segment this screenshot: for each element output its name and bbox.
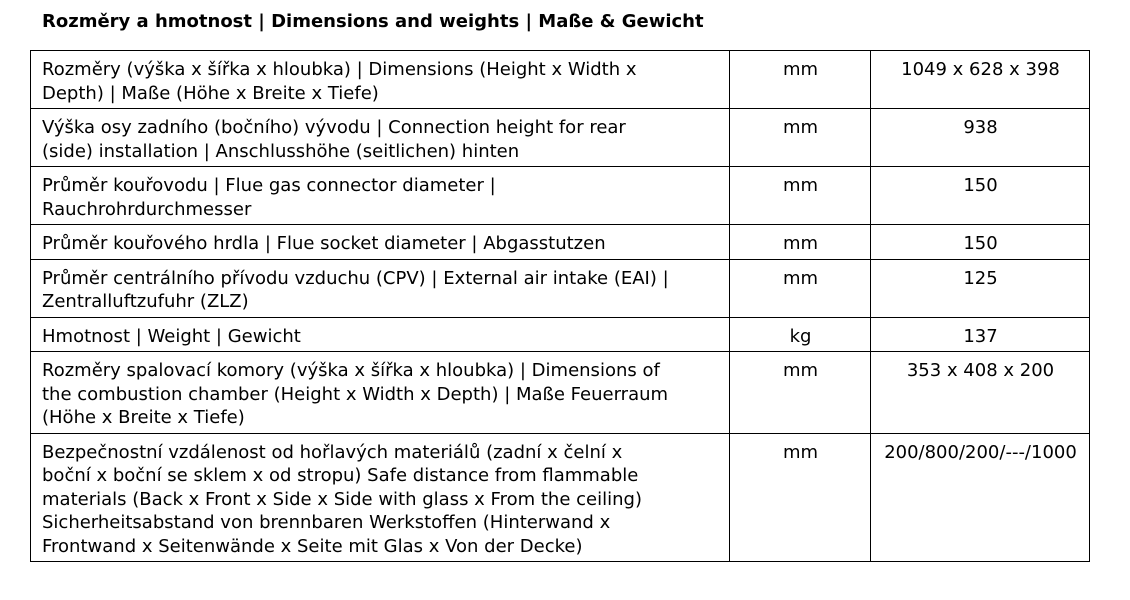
value-cell: 125 xyxy=(871,259,1090,317)
parameter-label: Průměr kouřovodu | Flue gas connector diameter | Rauchrohrdurchmesser xyxy=(42,175,496,220)
table-row xyxy=(31,109,1090,167)
table-row xyxy=(31,51,1090,109)
value-cell: 353 x 408 x 200 xyxy=(871,352,1090,434)
parameter-label: Rozměry (výška x šířka x hloubka) | Dimensions (Height x Width x Depth) | Maße (Höhe x Breite x Tiefe) xyxy=(42,59,637,104)
value-cell: 137 xyxy=(871,317,1090,352)
parameter-label: Hmotnost | Weight | Gewicht xyxy=(42,325,301,347)
parameter-cell xyxy=(31,109,730,167)
parameter-cell xyxy=(31,352,730,434)
value-cell: 1049 x 628 x 398 xyxy=(871,51,1090,109)
unit-cell: mm xyxy=(730,225,871,260)
table-row xyxy=(31,352,1090,434)
table-row xyxy=(31,433,1090,562)
parameter-cell xyxy=(31,317,730,352)
unit-cell: mm xyxy=(730,259,871,317)
unit-cell: mm xyxy=(730,167,871,225)
unit-cell: mm xyxy=(730,433,871,562)
parameter-label: Průměr kouřového hrdla | Flue socket diameter | Abgasstutzen xyxy=(42,233,606,254)
table-row xyxy=(31,317,1090,352)
unit-cell: mm xyxy=(730,352,871,434)
table-row xyxy=(31,167,1090,225)
unit-cell: mm xyxy=(730,109,871,167)
parameter-cell xyxy=(31,51,730,109)
parameter-cell xyxy=(31,225,730,260)
parameter-label: Výška osy zadního (bočního) vývodu | Connection height for rear (side) installation | Anschlusshöhe (seitlichen) hinten xyxy=(42,117,626,162)
dimensions-table xyxy=(30,50,1090,562)
parameter-label: Rozměry spalovací komory (výška x šířka x hloubka) | Dimensions of the combustion chamber (Height x Width x Depth) | Maße Feuerraum (Höhe x Breite x Tiefe) xyxy=(42,360,669,428)
parameter-label: Bezpečnostní vzdálenost od hořlavých materiálů (zadní x čelní x boční x boční se sklem x od stropu) Safe distance from flammable materials (Back x Front x Side x Side with glass x From the ceiling) Sicherheitsabstand von brennbaren Werkstoffen (Hinterwand x Frontwand x Seitenwände x Seite mit Glas x Von der Decke) xyxy=(42,441,642,557)
parameter-cell xyxy=(31,433,730,562)
value-cell: 200/800/200/---/1000 xyxy=(871,433,1090,562)
unit-cell: kg xyxy=(730,317,871,352)
value-cell: 150 xyxy=(871,225,1090,260)
parameter-cell xyxy=(31,259,730,317)
table-row xyxy=(31,259,1090,317)
unit-cell: mm xyxy=(730,51,871,109)
section-title: Rozměry a hmotnost | Dimensions and weights | Maße & Gewicht xyxy=(42,11,704,32)
table-row xyxy=(31,225,1090,260)
parameter-label: Průměr centrálního přívodu vzduchu (CPV) | External air intake (EAI) | Zentralluftzufuhr (ZLZ) xyxy=(42,267,669,312)
value-cell: 150 xyxy=(871,167,1090,225)
value-cell: 938 xyxy=(871,109,1090,167)
parameter-cell xyxy=(31,167,730,225)
